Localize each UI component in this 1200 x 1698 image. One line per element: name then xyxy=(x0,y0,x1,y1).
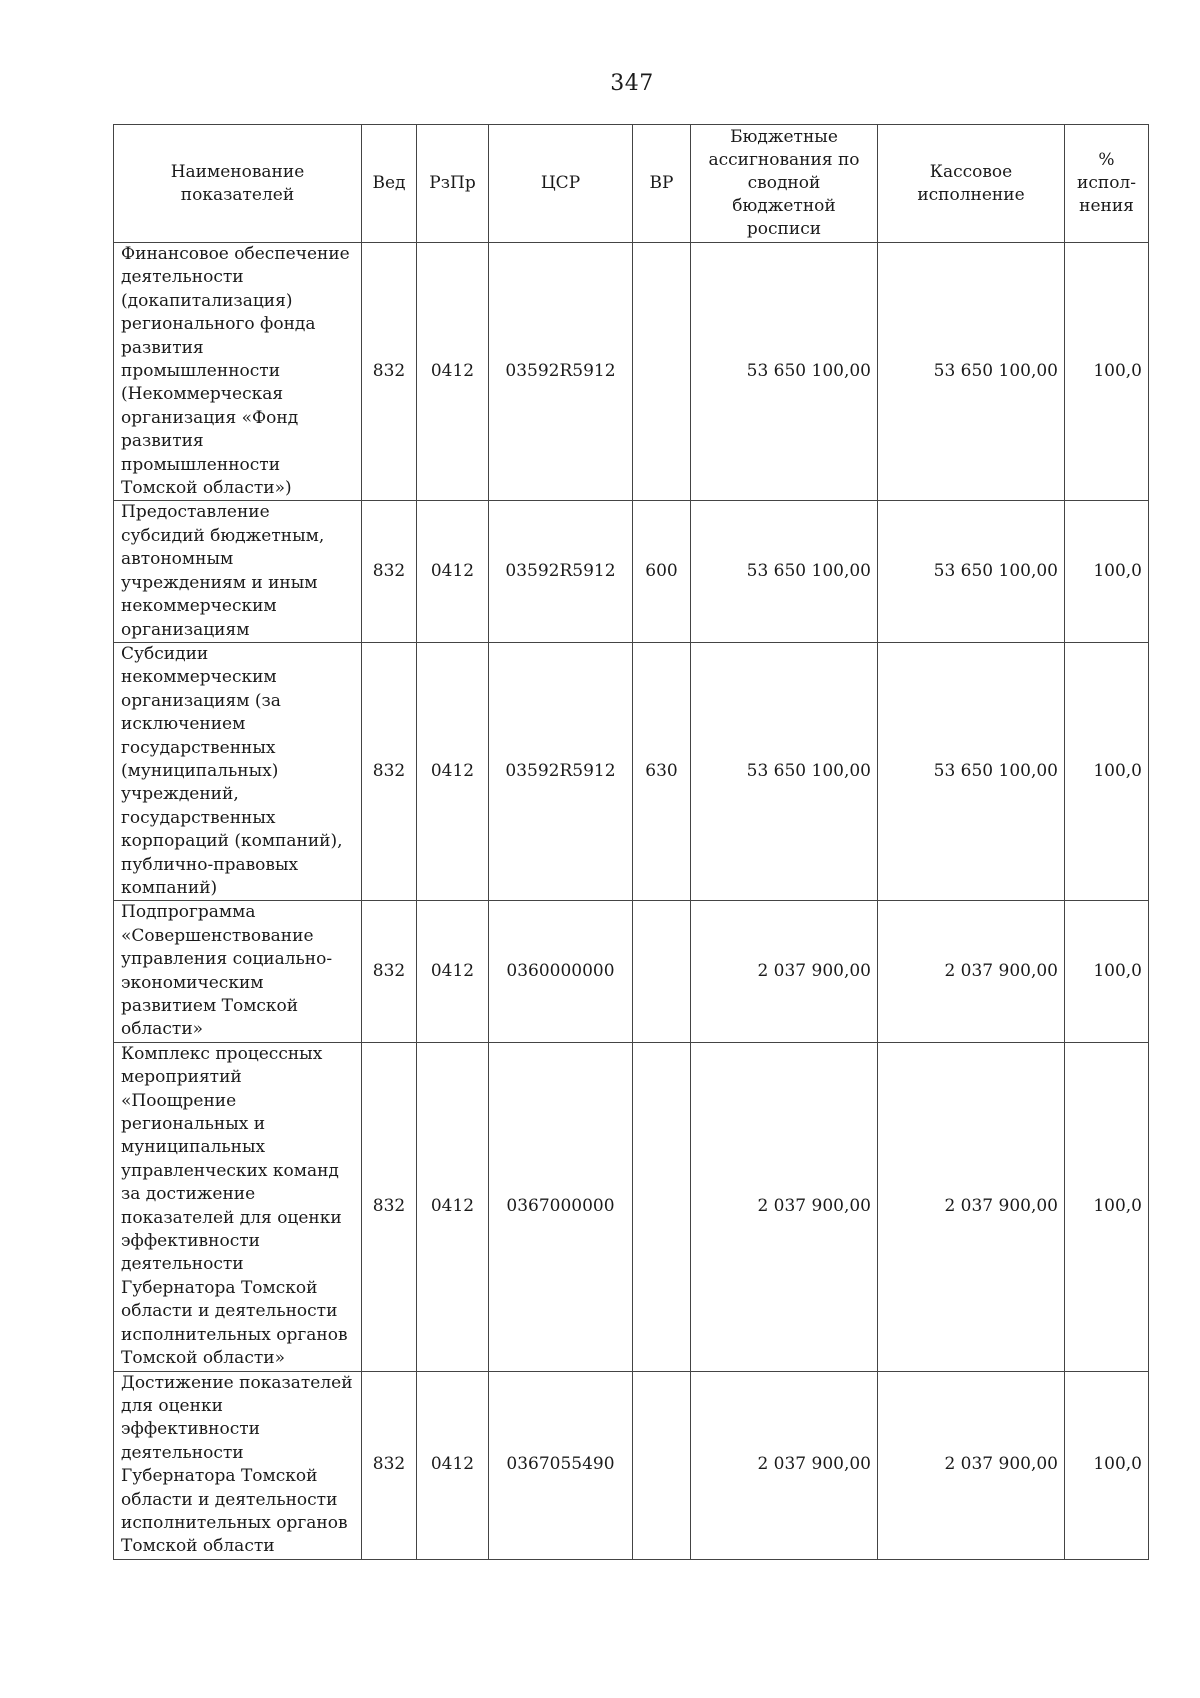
row-cash: 53 650 100,00 xyxy=(878,642,1065,900)
row-vr xyxy=(633,1371,691,1559)
text-line: промышленности xyxy=(121,454,281,475)
text-line: области и деятельности xyxy=(121,1301,338,1322)
row-rzpr: 0412 xyxy=(417,901,489,1042)
text-line: нения xyxy=(1079,196,1134,216)
row-vr xyxy=(633,243,691,501)
row-rzpr: 0412 xyxy=(417,243,489,501)
row-ved: 832 xyxy=(362,901,417,1042)
row-budget: 2 037 900,00 xyxy=(691,1371,878,1559)
row-percent: 100,0 xyxy=(1065,901,1149,1042)
row-vr: 600 xyxy=(633,501,691,642)
text-line: некоммерческим xyxy=(121,667,277,688)
row-name xyxy=(114,501,362,642)
text-line: (Некоммерческая xyxy=(121,384,284,405)
row-rzpr: 0412 xyxy=(417,501,489,642)
row-rzpr: 0412 xyxy=(417,642,489,900)
text-line: Субсидии xyxy=(121,643,209,664)
text-line: Подпрограмма xyxy=(121,902,256,923)
row-cash: 2 037 900,00 xyxy=(878,1371,1065,1559)
text-line: Томской области xyxy=(121,1536,275,1557)
text-line: регионального фонда xyxy=(121,314,316,335)
row-csr: 03592R5912 xyxy=(489,642,633,900)
text-line: государственных xyxy=(121,737,276,758)
row-csr: 03592R5912 xyxy=(489,243,633,501)
text-line: росписи xyxy=(746,219,822,239)
text-line: эффективности xyxy=(121,1231,260,1252)
row-budget: 2 037 900,00 xyxy=(691,1042,878,1371)
text-line: деятельности xyxy=(121,1442,244,1463)
text-line: управленческих команд xyxy=(121,1160,339,1181)
text-line: экономическим xyxy=(121,972,264,993)
text-line: эффективности xyxy=(121,1419,260,1440)
row-csr: 0367000000 xyxy=(489,1042,633,1371)
text-line: Томской области» xyxy=(121,1348,285,1369)
row-csr: 03592R5912 xyxy=(489,501,633,642)
text-line: за достижение xyxy=(121,1184,256,1205)
row-percent: 100,0 xyxy=(1065,1371,1149,1559)
text-line: некоммерческим xyxy=(121,596,277,617)
text-line: учреждений, xyxy=(121,784,239,805)
table-row xyxy=(114,642,1149,900)
text-line: (докапитализация) xyxy=(121,290,293,311)
text-line: бюджетной xyxy=(732,196,836,216)
header-vr: ВР xyxy=(633,125,691,243)
row-percent: 100,0 xyxy=(1065,243,1149,501)
text-line: Губернатора Томской xyxy=(121,1466,318,1487)
text-line: исключением xyxy=(121,714,246,735)
row-vr xyxy=(633,1042,691,1371)
row-name xyxy=(114,243,362,501)
row-vr: 630 xyxy=(633,642,691,900)
text-line: для оценки xyxy=(121,1395,223,1416)
text-line: Губернатора Томской xyxy=(121,1277,318,1298)
text-line: развития xyxy=(121,337,204,358)
header-ved: Вед xyxy=(362,125,417,243)
text-line: Томской области») xyxy=(121,478,292,499)
row-rzpr: 0412 xyxy=(417,1371,489,1559)
header-rzpr: РзПр xyxy=(417,125,489,243)
row-percent: 100,0 xyxy=(1065,642,1149,900)
row-cash: 2 037 900,00 xyxy=(878,1042,1065,1371)
text-line: Предоставление xyxy=(121,502,270,523)
text-line: мероприятий xyxy=(121,1067,242,1088)
budget-execution-table xyxy=(113,124,1149,1560)
text-line: корпораций (компаний), xyxy=(121,831,343,852)
row-cash: 53 650 100,00 xyxy=(878,243,1065,501)
text-line: управления социально- xyxy=(121,949,333,970)
header-cash-execution xyxy=(878,125,1065,243)
text-line: «Поощрение xyxy=(121,1090,237,1111)
text-line: показателей для оценки xyxy=(121,1207,342,1228)
text-line: развитием Томской xyxy=(121,996,299,1016)
row-vr xyxy=(633,901,691,1042)
text-line: промышленности xyxy=(121,361,281,382)
text-line: (муниципальных) xyxy=(121,760,279,781)
text-line: государственных xyxy=(121,807,276,828)
text-line: региональных и xyxy=(121,1114,266,1135)
header-execution-percent xyxy=(1065,125,1149,243)
text-line: области» xyxy=(121,1019,204,1040)
text-line: Финансовое обеспечение xyxy=(121,244,350,264)
row-budget: 53 650 100,00 xyxy=(691,243,878,501)
text-line: показателей xyxy=(180,184,295,205)
table-row xyxy=(114,243,1149,501)
row-cash: 53 650 100,00 xyxy=(878,501,1065,642)
text-line: испол- xyxy=(1077,173,1136,193)
text-line: автономным xyxy=(121,549,234,570)
page-number: 347 xyxy=(610,71,654,96)
text-line: субсидий бюджетным, xyxy=(121,525,325,546)
text-line: исполнение xyxy=(917,184,1025,205)
text-line: исполнительных органов xyxy=(121,1324,348,1345)
text-line: компаний) xyxy=(121,877,218,898)
header-csr: ЦСР xyxy=(489,125,633,243)
row-ved: 832 xyxy=(362,642,417,900)
row-budget: 53 650 100,00 xyxy=(691,642,878,900)
row-cash: 2 037 900,00 xyxy=(878,901,1065,1042)
text-line: «Совершенствование xyxy=(121,925,314,946)
text-line: муниципальных xyxy=(121,1137,266,1158)
row-csr: 0367055490 xyxy=(489,1371,633,1559)
text-line: организация «Фонд xyxy=(121,407,299,428)
text-line: Кассовое xyxy=(929,161,1013,182)
row-ved: 832 xyxy=(362,1371,417,1559)
header-name xyxy=(114,125,362,243)
text-line: организациям (за xyxy=(121,690,281,711)
text-line: ассигнования по xyxy=(708,150,860,170)
row-rzpr: 0412 xyxy=(417,1042,489,1371)
text-line: исполнительных органов xyxy=(121,1512,348,1533)
text-line: Комплекс процессных xyxy=(121,1043,323,1064)
row-ved: 832 xyxy=(362,1042,417,1371)
text-line: сводной xyxy=(747,173,821,193)
text-line: организациям xyxy=(121,619,250,640)
text-line: деятельности xyxy=(121,267,244,288)
text-line: деятельности xyxy=(121,1254,244,1275)
text-line: развития xyxy=(121,431,204,452)
text-line: % xyxy=(1098,150,1115,170)
table-row xyxy=(114,501,1149,642)
table-row xyxy=(114,901,1149,1042)
row-ved: 832 xyxy=(362,501,417,642)
row-name xyxy=(114,642,362,900)
table-row xyxy=(114,1371,1149,1559)
row-percent: 100,0 xyxy=(1065,501,1149,642)
text-line: публично-правовых xyxy=(121,854,299,875)
text-line: Бюджетные xyxy=(730,127,838,147)
row-name xyxy=(114,1371,362,1559)
row-name xyxy=(114,901,362,1042)
text-line: учреждениям и иным xyxy=(121,572,318,593)
table-header-row xyxy=(114,125,1149,243)
text-line: области и деятельности xyxy=(121,1489,338,1510)
row-csr: 0360000000 xyxy=(489,901,633,1042)
text-line: Достижение показателей xyxy=(121,1372,353,1393)
header-budget-allocations xyxy=(691,125,878,243)
row-budget: 53 650 100,00 xyxy=(691,501,878,642)
row-ved: 832 xyxy=(362,243,417,501)
row-percent: 100,0 xyxy=(1065,1042,1149,1371)
row-budget: 2 037 900,00 xyxy=(691,901,878,1042)
row-name xyxy=(114,1042,362,1371)
table-row xyxy=(114,1042,1149,1371)
text-line: Наименование xyxy=(170,161,305,182)
